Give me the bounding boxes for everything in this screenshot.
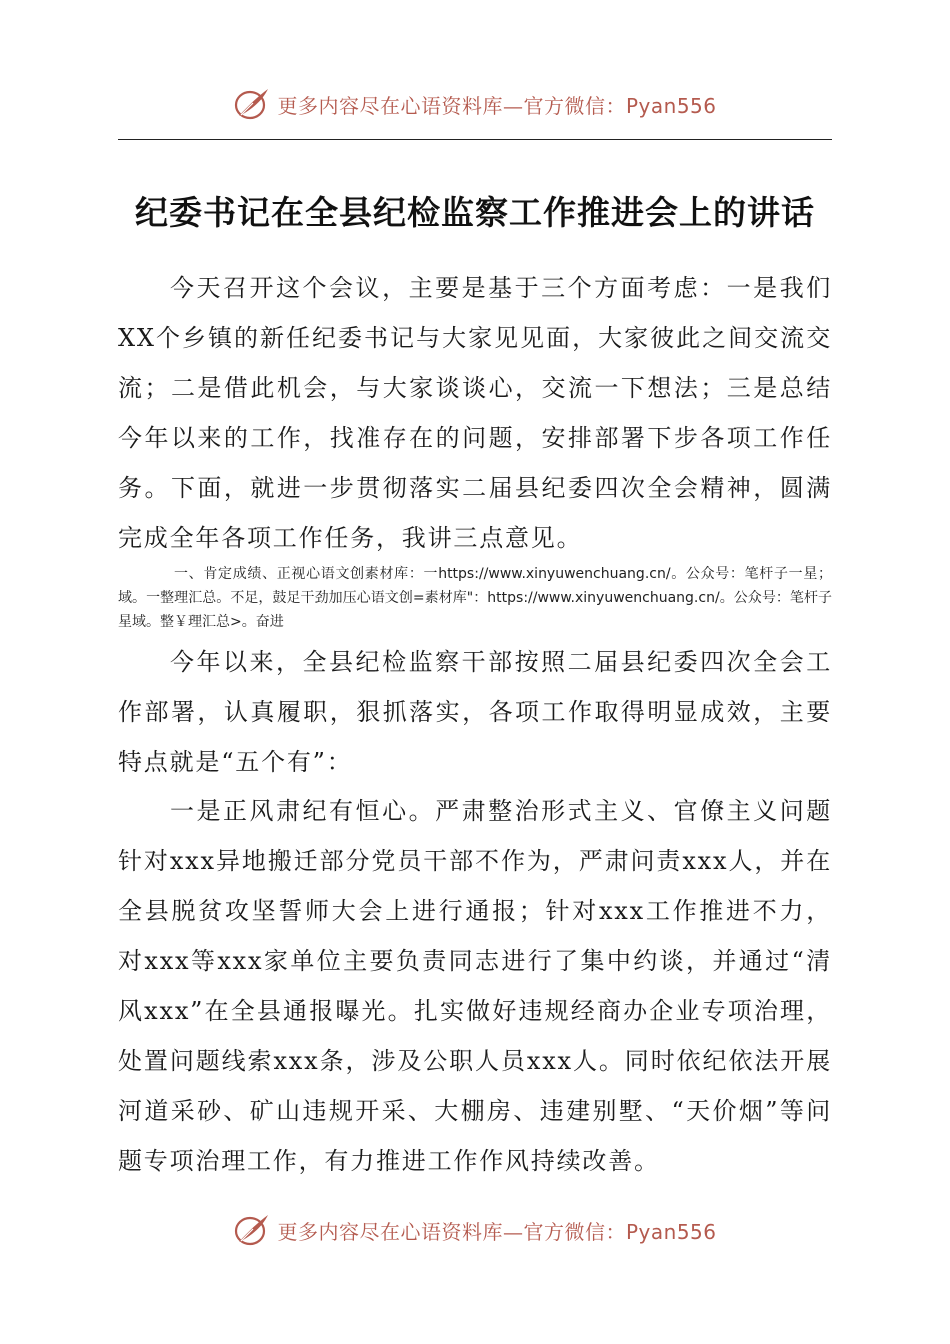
paragraph-point-one: 一是正风肃纪有恒心。严肃整治形式主义、官僚主义问题针对xxx异地搬迁部分党员干部不作为，严肃问责xxx人，并在全县脱贫攻坚誓师大会上进行通报；针对xxx工作推进不力，对xxx等xxx家单位主要负责同志进行了集中约谈，并通过“清风xxx”在全县通报曝光。扎实做好违规经商办企业专项治理，处置问题线索xxx条，涉及公职人员xxx人。同时依纪依法开展河道采砂、矿山违规开采、大棚房、违建别墅、“天价烟”等问题专项治理工作，有力推进工作作风持续改善。	[118, 797, 832, 1175]
header-divider	[118, 139, 832, 140]
header-watermark-cn: 更多内容尽在心语资料库—官方微信：	[277, 93, 626, 118]
section-heading-note: 一、肯定成绩、正视心语文创素材库：一https://www.xinyuwenchuang.cn/。公众号：笔杆子一星；域。一整理汇总。不足，鼓足干劲加压心语文创=素材库"：https://www.xinyuwenchuang.cn/。公众号：笔杆子星域。整￥理汇总>。奋进	[118, 566, 832, 630]
header-watermark-id: Pyan556	[625, 93, 717, 118]
footer-watermark-text	[277, 1216, 716, 1245]
quill-pen-logo-icon	[233, 1213, 271, 1247]
header-watermark-text	[277, 90, 716, 119]
page-header-watermark	[0, 84, 950, 124]
footer-watermark-cn: 更多内容尽在心语资料库—官方微信：	[277, 1219, 626, 1244]
page-footer-watermark	[0, 1210, 950, 1250]
footer-watermark-id: Pyan556	[625, 1219, 717, 1244]
quill-pen-logo-icon	[233, 87, 271, 121]
paragraph-intro: 今天召开这个会议，主要是基于三个方面考虑：一是我们XX个乡镇的新任纪委书记与大家见见面，大家彼此之间交流交流；二是借此机会，与大家谈谈心，交流一下想法；三是总结今年以来的工作，找准存在的问题，安排部署下步各项工作任务。下面，就进一步贯彻落实二届县纪委四次全会精神，圆满完成全年各项工作任务，我讲三点意见。	[118, 274, 832, 552]
document-title: 纪委书记在全县纪检监察工作推进会上的讲话	[135, 193, 815, 232]
paragraph-achievements: 今年以来，全县纪检监察干部按照二届县纪委四次全会工作部署，认真履职，狠抓落实，各项工作取得明显成效，主要特点就是“五个有”：	[118, 648, 832, 776]
